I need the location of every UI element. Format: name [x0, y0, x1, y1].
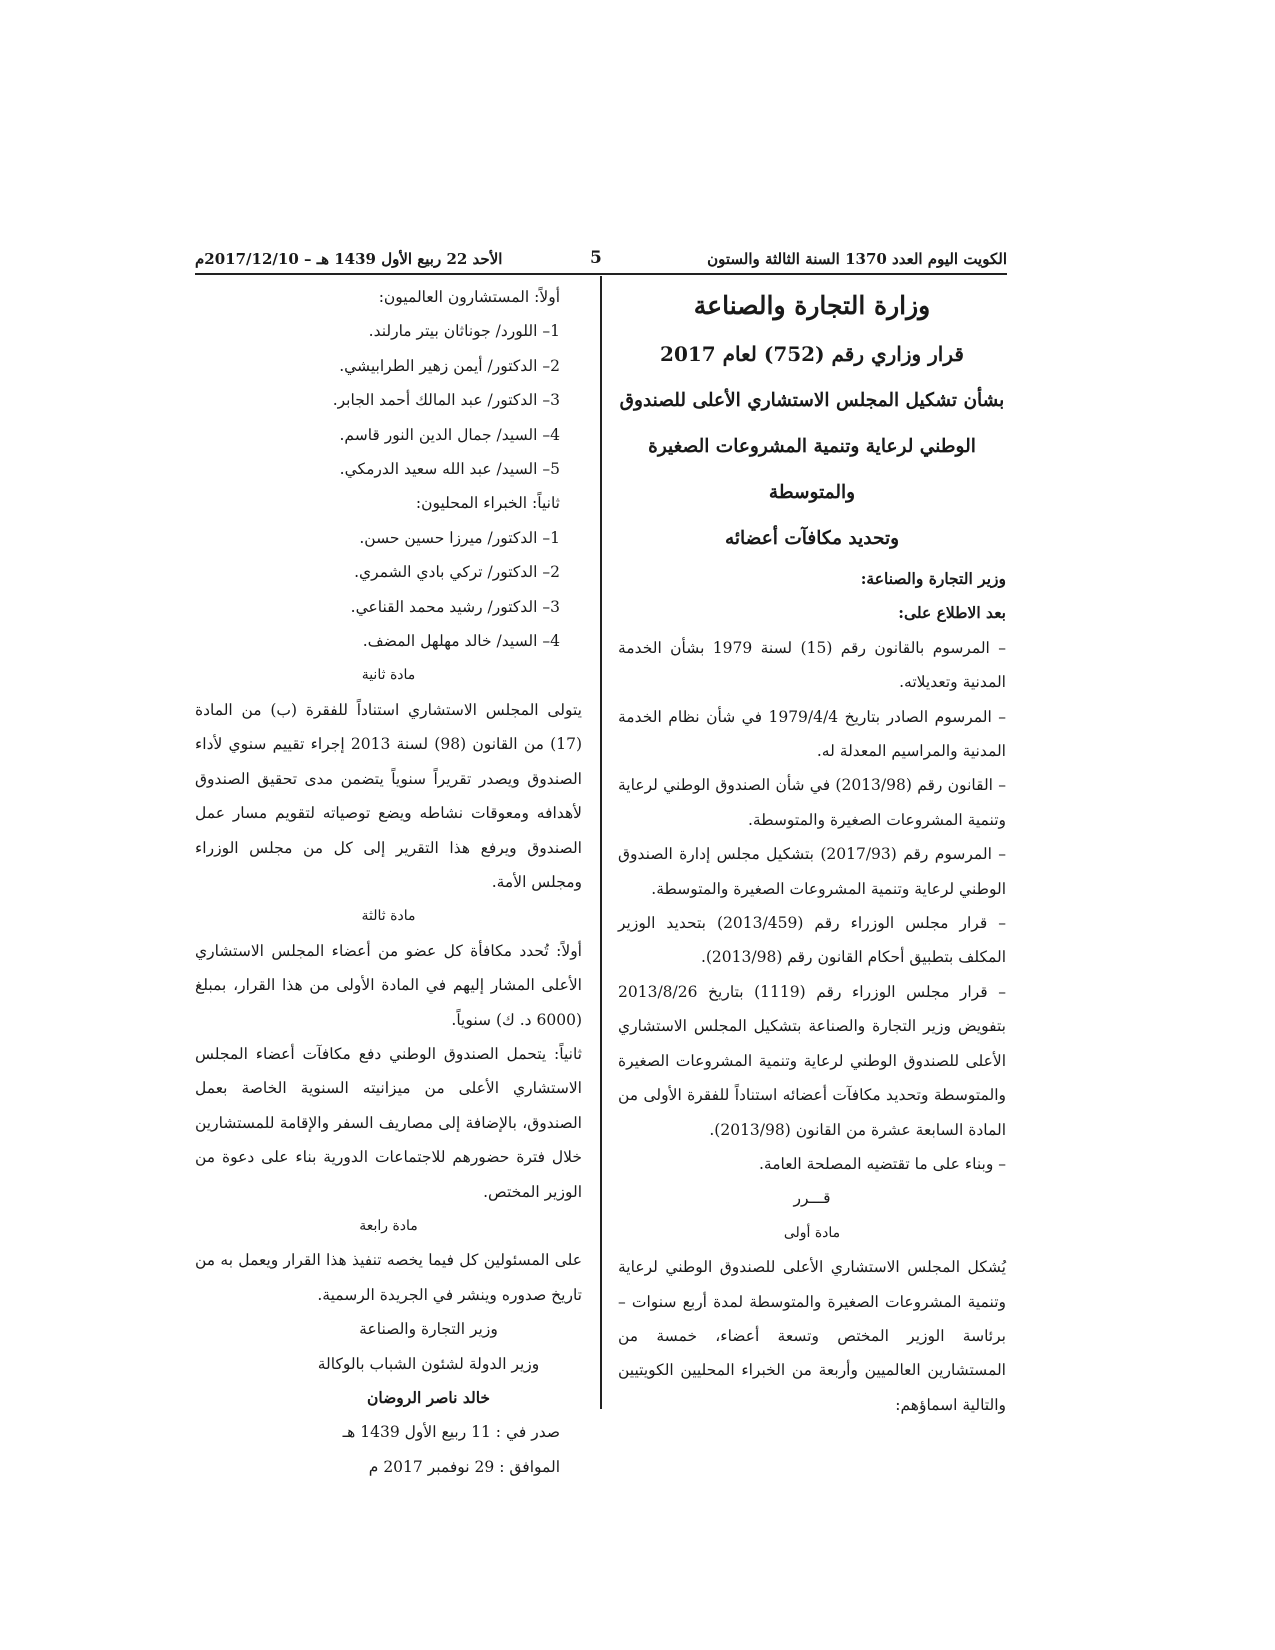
- article-text: على المسئولين كل فيما يخصه تنفيذ هذا القرار ويعمل به من تاريخ صدوره وينشر في الجريدة الرسمية.: [195, 1251, 582, 1304]
- member-item: 5– السيد/ عبد الله سعيد الدرمكي.: [339, 460, 560, 479]
- minister-line: وزير التجارة والصناعة:: [860, 569, 1006, 588]
- decided-heading: قـــرر: [793, 1189, 831, 1208]
- subject-line: الوطني لرعاية وتنمية المشروعات الصغيرة والمتوسطة: [648, 436, 976, 503]
- page-header: [195, 246, 1007, 276]
- newspaper-issue: الكويت اليوم العدد 1370 السنة الثالثة والستون: [707, 250, 1007, 268]
- left-column: [195, 280, 582, 1484]
- preamble-item: – المرسوم بالقانون رقم (15) لسنة 1979 بشأن الخدمة المدنية وتعديلاته.: [618, 638, 1006, 692]
- decree-title: قرار وزاري رقم (752) لعام 2017: [660, 342, 964, 366]
- article-text: يتولى المجلس الاستشاري استناداً للفقرة (ب) من المادة (17) من القانون (98) لسنة 2013 إجراء تقييم سنوي لأداء الصندوق ويصدر تقريراً سنوياً يتضمن مدى تحقيق الصندوق لأهدافه ومعوقات نشاطه ويضع توصياته لتقويم مسار عمل الصندوق ويرفع هذا التقرير إلى كل من مجلس الوزراء ومجلس الأمة.: [195, 700, 582, 891]
- preamble-item: – القانون رقم (2013/98) في شأن الصندوق الوطني لرعاية وتنمية المشروعات الصغيرة والمتوسطة.: [618, 776, 1006, 829]
- ministry-title: وزارة التجارة والصناعة: [693, 291, 931, 320]
- column-divider: [600, 276, 602, 1409]
- article-heading: مادة ثانية: [361, 667, 416, 684]
- subject-line: بشأن تشكيل المجلس الاستشاري الأعلى للصندوق: [619, 390, 1005, 411]
- member-item: 4– السيد/ جمال الدين النور قاسم.: [339, 425, 560, 444]
- subject-line: وتحديد مكافآت أعضائه: [724, 528, 900, 549]
- issued-date: صدر في : 11 ربيع الأول 1439 هـ: [342, 1423, 560, 1442]
- right-column: [618, 288, 1006, 1422]
- page-number: 5: [590, 248, 602, 268]
- article-text: ثانياً: يتحمل الصندوق الوطني دفع مكافآت أعضاء المجلس الاستشاري الأعلى من ميزانيته السنوية الخاصة بعمل الصندوق، بالإضافة إلى مصاريف السفر والإقامة للمستشارين خلال فترة حضورهم للاجتماعات الدورية بناء على دعوة من الوزير المختص.: [195, 1044, 582, 1201]
- signature-name: خالد ناصر الروضان: [366, 1388, 491, 1407]
- article-heading: مادة ثالثة: [361, 908, 416, 925]
- preamble-item: – قرار مجلس الوزراء رقم (1119) بتاريخ 2013/8/26 بتفويض وزير التجارة والصناعة بتشكيل المجلس الاستشاري الأعلى للصندوق الوطني لرعاية وتنمية المشروعات الصغيرة والمتوسطة وتحديد مكافآت أعضائه استناداً للفقرة الأولى من المادة السابعة عشرة من القانون (2013/98).: [618, 982, 1006, 1139]
- member-item: 1– اللورد/ جوناثان بيتر مارلند.: [368, 322, 560, 341]
- header-rule: [195, 273, 1007, 275]
- article-text: يُشكل المجلس الاستشاري الأعلى للصندوق الوطني لرعاية وتنمية المشروعات الصغيرة والمتوسطة لمدة أربع سنوات – برئاسة الوزير المختص وتسعة أعضاء، خمسة من المستشارين العالميين وأربعة من الخبراء المحليين الكويتيين والتالية اسماؤهم:: [618, 1258, 1006, 1414]
- preamble-item: – المرسوم رقم (2017/93) بتشكيل مجلس إدارة الصندوق الوطني لرعاية وتنمية المشروعات الصغيرة والمتوسطة.: [618, 845, 1007, 898]
- after-review-line: بعد الاطلاع على:: [898, 603, 1006, 623]
- section-heading: أولاً: المستشارون العالميون:: [378, 288, 560, 306]
- corresponding-date: الموافق : 29 نوفمبر 2017 م: [368, 1457, 560, 1476]
- section-heading: ثانياً: الخبراء المحليون:: [415, 494, 560, 513]
- member-item: 4– السيد/ خالد مهلهل المضف.: [362, 632, 560, 651]
- member-item: 3– الدكتور/ عبد المالك أحمد الجابر.: [332, 391, 560, 410]
- member-item: 1– الدكتور/ ميرزا حسين حسن.: [359, 528, 560, 547]
- preamble-item: – قرار مجلس الوزراء رقم (2013/459) بتحديد الوزير المكلف بتطبيق أحكام القانون رقم (2013/98).: [618, 914, 1006, 967]
- article-text: أولاً: تُحدد مكافأة كل عضو من أعضاء المجلس الاستشاري الأعلى المشار إليهم في المادة الأولى من هذا القرار، بمبلغ (6000 د. ك) سنوياً.: [195, 941, 582, 1029]
- article-heading: مادة رابعة: [359, 1217, 418, 1234]
- article-heading: مادة أولى: [783, 1224, 841, 1241]
- preamble-item: – المرسوم الصادر بتاريخ 1979/4/4 في شأن نظام الخدمة المدنية والمراسيم المعدلة له.: [618, 707, 1006, 761]
- signature-title: وزير الدولة لشئون الشباب بالوكالة: [317, 1354, 540, 1373]
- signature-title: وزير التجارة والصناعة: [359, 1320, 498, 1339]
- member-item: 2– الدكتور/ أيمن زهير الطرابيشي.: [339, 356, 560, 375]
- header-date: الأحد 22 ربيع الأول 1439 هـ – 2017/12/10م: [195, 250, 503, 268]
- member-item: 2– الدكتور/ تركي بادي الشمري.: [354, 563, 560, 582]
- member-item: 3– الدكتور/ رشيد محمد القناعي.: [350, 597, 560, 616]
- preamble-item: – وبناء على ما تقتضيه المصلحة العامة.: [758, 1154, 1006, 1173]
